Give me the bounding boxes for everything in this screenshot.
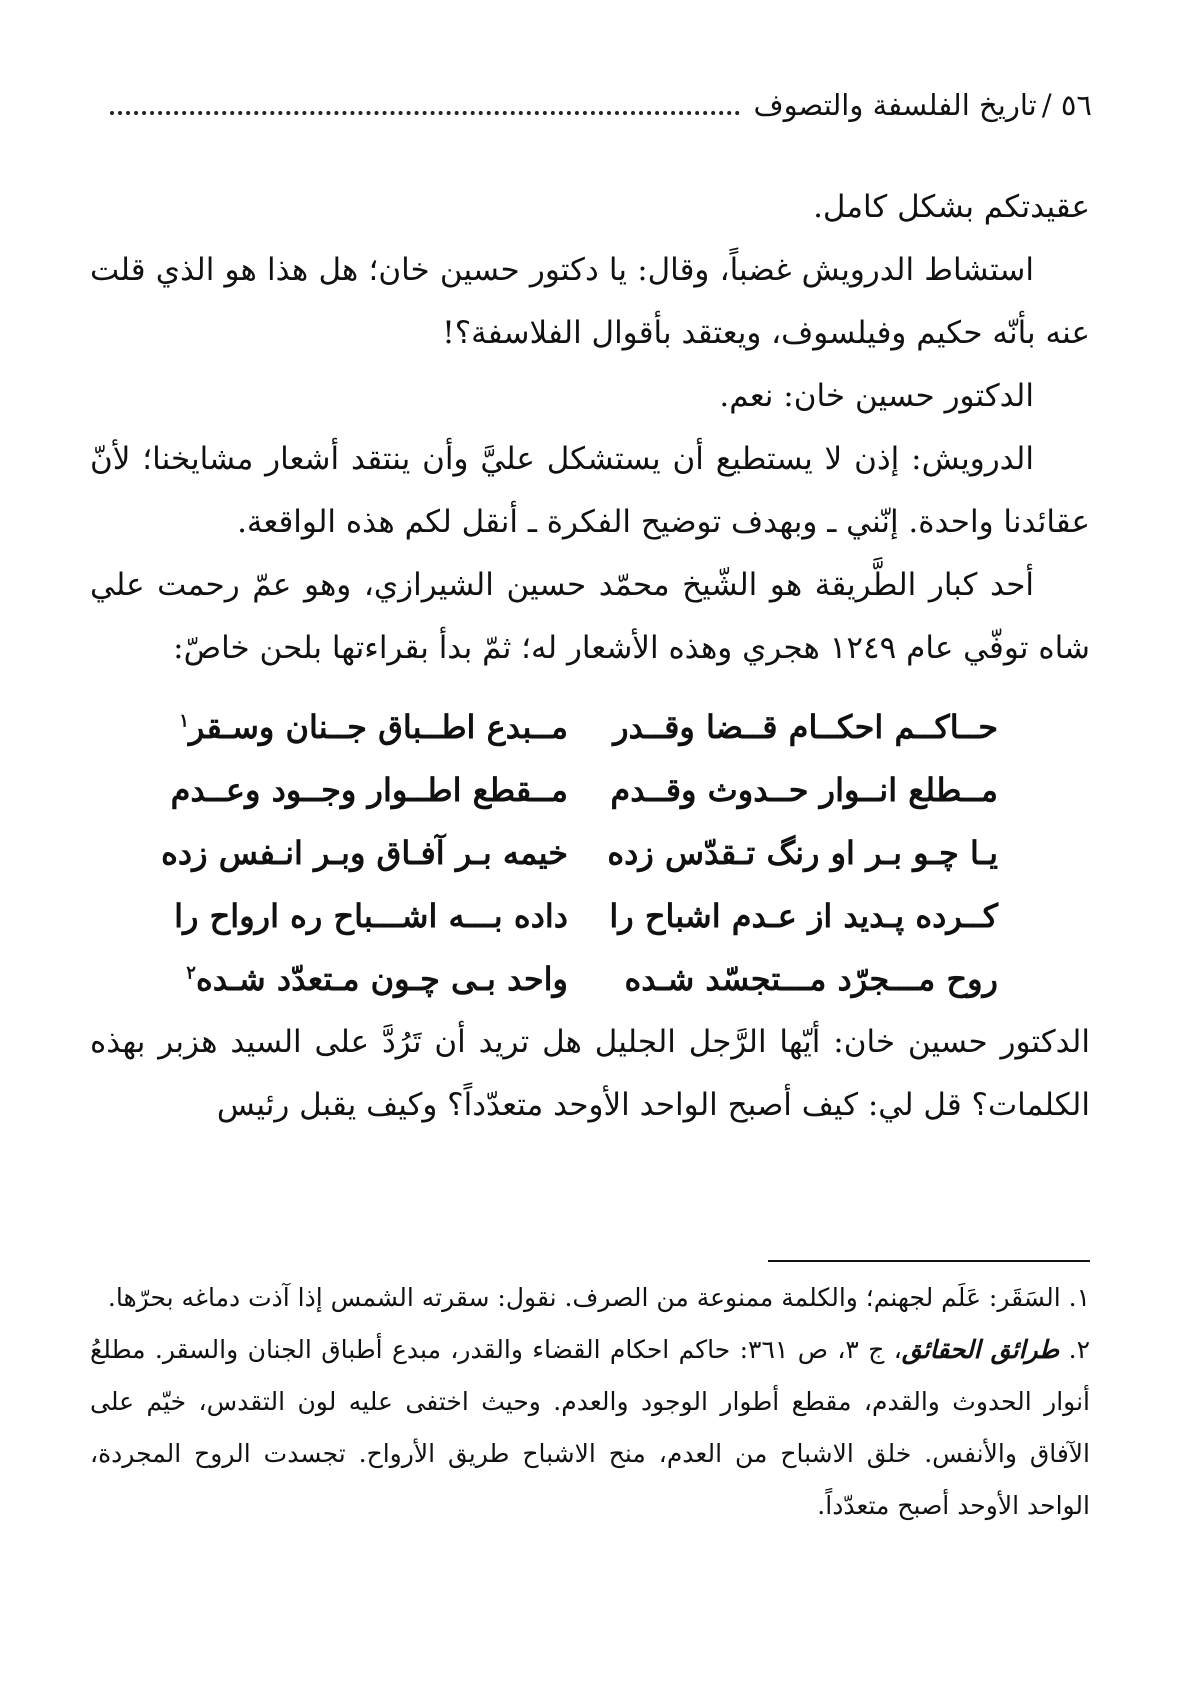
poem [90,696,1090,1011]
paragraph: عقيدتكم بشكل كامل. [813,189,1090,225]
footnote-1: ١. السَقَر: عَلَم لجهنم؛ والكلمة ممنوعة من الصرف. نقول: سقرته الشمس إذا آذت دماغه بحرّها. [107,1283,1090,1312]
running-title: تاريخ الفلسفة والتصوف [753,88,1037,122]
header-dotted-leader [110,110,740,115]
footnote-2 [90,1324,1090,1532]
poem-verse [90,696,998,759]
verse-text: مــبدع اطــباق جــنان وسـقر [188,708,568,746]
verse-first-hemistich: كــرده پـديد از عـدم اشباح را [609,897,998,935]
poem-verse [90,948,998,1011]
verse-first-hemistich: روح مـــجرّد مـــتجسّد شـده [624,960,998,998]
verse-second-hemistich: داده بـــه اشـــباح ره ارواح را [174,897,568,935]
verse-second-hemistich [179,696,568,759]
footnote-source-title: طرائق الحقائق [901,1335,1060,1364]
paragraph: استشاط الدرويش غضباً، وقال: يا دكتور حسين خان؛ هل هذا هو الذي قلت عنه بأنّه حكيم وفيلسوف، ويعتقد بأقوال الفلاسفة؟! [90,252,1090,351]
main-text [90,176,1090,1137]
verse-second-hemistich [186,948,568,1011]
paragraph: الدكتور حسين خان: نعم. [719,378,1034,414]
verse-text: واحد بـى چـون مـتعدّد شـده [195,960,568,998]
poem-verse [90,885,998,948]
verse-second-hemistich: خيمه بـر آفـاق وبـر انـفس زده [161,834,568,872]
paragraph: الدكتور حسين خان: أيّها الرَّجل الجليل هل تريد أن تَرُدَّ على السيد هزبر بهذه الكلمات؟ قل لي: كيف أصبح الواحد الأوحد متعدّداً؟ وكيف يقبل رئيس [90,1024,1090,1123]
poem-verse [90,822,998,885]
verse-first-hemistich: يـا چـو بـر او رنگ تـقدّس زده [607,834,998,872]
poem-verse [90,759,998,822]
footnotes [90,1272,1090,1532]
footnote-text: ، ج ٣، ص ٣٦١: حاكم احكام القضاء والقدر، مبدع أطباق الجنان والسقر. مطلعُ أنوار الحدوث والقدم، مقطع أطوار الوجود والعدم. وحيث اختفى عليه لون التقدس، خيّم على الآفاق والأنفس. خلق الاشباح من العدم، منح الاشباح طريق الأرواح. تجسدت الروح المجردة، الواحد الأوحد أصبح متعدّداً. [90,1335,1090,1520]
page-header [110,88,1092,136]
footnote-marker: ٢ [186,962,196,984]
paragraph: أحد كبار الطَّريقة هو الشّيخ محمّد حسين الشيرازي، وهو عمّ رحمت علي شاه توفّي عام ١٢٤٩ هجري وهذه الأشعار له؛ ثمّ بدأ بقراءتها بلحن خاصّ: [90,567,1090,666]
page-number: ٥٦ / [1041,88,1092,122]
verse-second-hemistich: مــقطع اطــوار وجــود وعــدم [170,771,568,809]
verse-first-hemistich: حــاكــم احكــام قــضا وقــدر [613,708,998,746]
paragraph: الدرويش: إذن لا يستطيع أن يستشكل عليَّ وأن ينتقد أشعار مشايخنا؛ لأنّ عقائدنا واحدة. إنّني ـ وبهدف توضيح الفكرة ـ أنقل لكم هذه الواقعة. [90,441,1090,540]
verse-first-hemistich: مــطلع انــوار حــدوث وقــدم [610,771,998,809]
footnote-separator [768,1260,1090,1262]
footnote-number: ٢. [1068,1335,1090,1364]
footnote-marker: ١ [179,710,189,732]
